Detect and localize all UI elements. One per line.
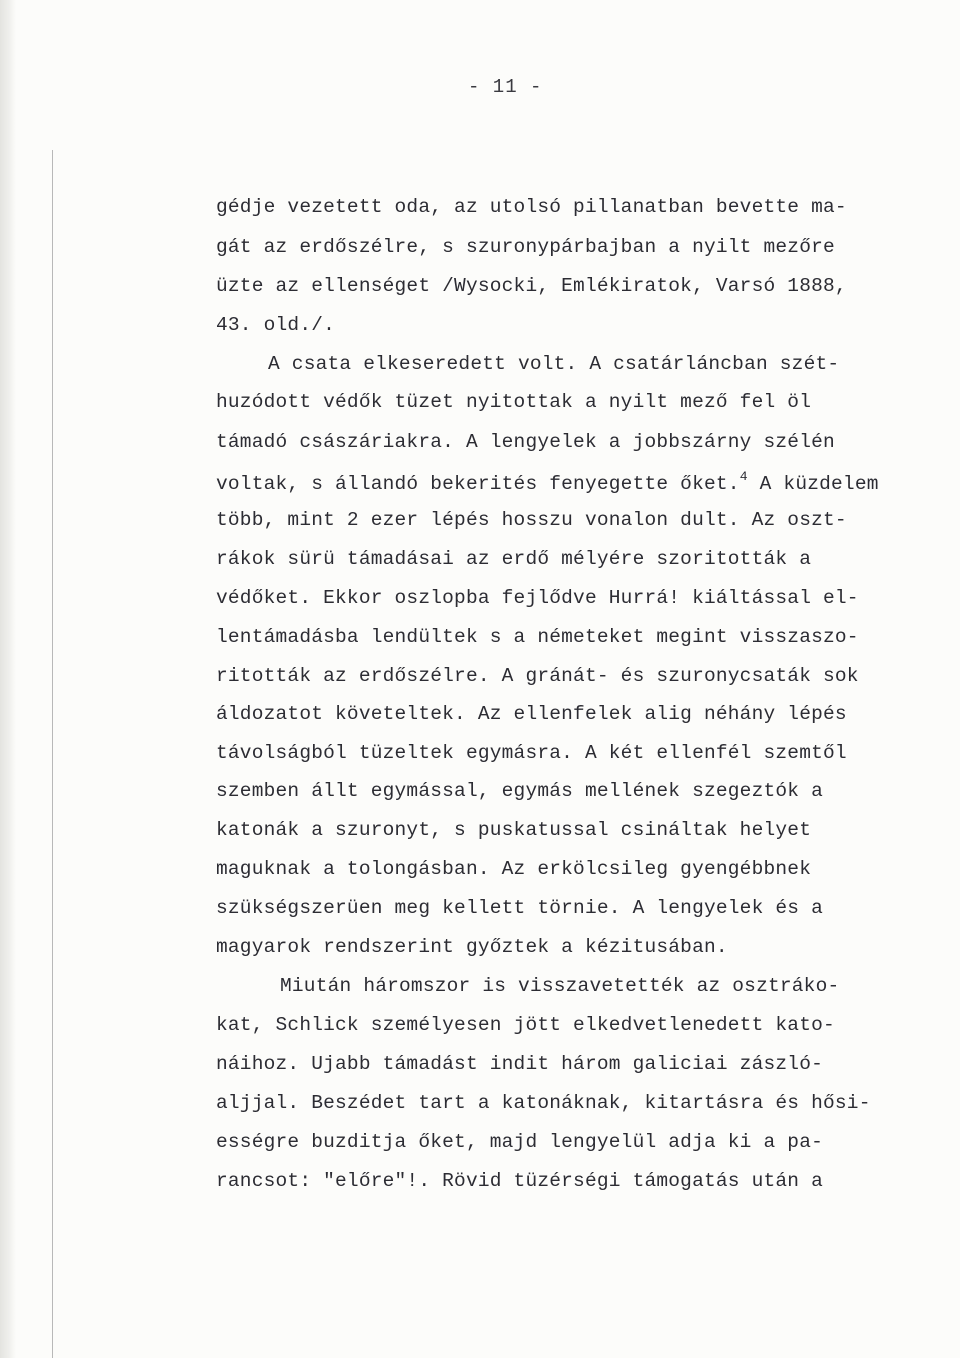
- margin-rule: [52, 150, 53, 1358]
- body-line: A csata elkeseredett volt. A csatárláncban szét-: [268, 353, 840, 375]
- body-line: aljjal. Beszédet tart a katonáknak, kitartásra és hősi-: [216, 1092, 871, 1114]
- body-line: kat, Schlick személyesen jött elkedvetlenedett kato-: [216, 1014, 835, 1036]
- body-line: huzódott védők tüzet nyitottak a nyilt mező fel öl: [216, 391, 812, 413]
- body-line-with-footnote: [216, 469, 879, 495]
- body-line: Miután háromszor is visszavetették az osztráko-: [280, 975, 840, 997]
- body-line: gát az erdőszélre, s szuronypárbajban a nyilt mezőre: [216, 236, 835, 258]
- body-line: rákok sürü támadásai az erdő mélyére szoritották a: [216, 548, 812, 570]
- body-line: több, mint 2 ezer lépés hosszu vonalon dult. Az oszt-: [216, 509, 847, 531]
- body-line: voltak, s állandó bekerités fenyegette őket.: [216, 473, 740, 495]
- body-line: védőket. Ekkor oszlopba fejlődve Hurrá! kiáltással el-: [216, 587, 859, 609]
- body-line: 43. old./.: [216, 314, 336, 336]
- body-line: maguknak a tolongásban. Az erkölcsileg gyengébbnek: [216, 858, 812, 880]
- body-line: szükségszerüen meg kellett törnie. A lengyelek és a: [216, 897, 823, 919]
- page-number: - 11 -: [468, 76, 543, 98]
- body-line: ességre buzditja őket, majd lengyelül adja ki a pa-: [216, 1131, 823, 1153]
- body-line: támadó császáriakra. A lengyelek a jobbszárny szélén: [216, 431, 835, 453]
- body-line: katonák a szuronyt, s puskatussal csináltak helyet: [216, 819, 812, 841]
- footnote-marker: 4: [739, 469, 748, 484]
- body-line: üzte az ellenséget /Wysocki, Emlékiratok, Varsó 1888,: [216, 275, 847, 297]
- body-line: távolságból tüzeltek egymásra. A két ellenfél szemtől: [216, 742, 847, 764]
- body-line-continuation: A küzdelem: [759, 473, 879, 495]
- body-line: náihoz. Ujabb támadást indit három galiciai zászló-: [216, 1053, 823, 1075]
- body-line: szemben állt egymással, egymás mellének szegeztók a: [216, 780, 823, 802]
- body-line: lentámadásba lendültek s a németeket megint visszaszo-: [216, 626, 859, 648]
- body-line: magyarok rendszerint győztek a kézitusában.: [216, 936, 728, 958]
- body-line: gédje vezetett oda, az utolsó pillanatban bevette ma-: [216, 196, 847, 218]
- body-line: áldozatot követeltek. Az ellenfelek alig néhány lépés: [216, 703, 847, 725]
- scan-binding-edge: [0, 0, 16, 1358]
- body-line: ritották az erdőszélre. A gránát- és szuronycsaták sok: [216, 665, 859, 687]
- body-line: rancsot: "előre"!. Rövid tüzérségi támogatás után a: [216, 1170, 823, 1192]
